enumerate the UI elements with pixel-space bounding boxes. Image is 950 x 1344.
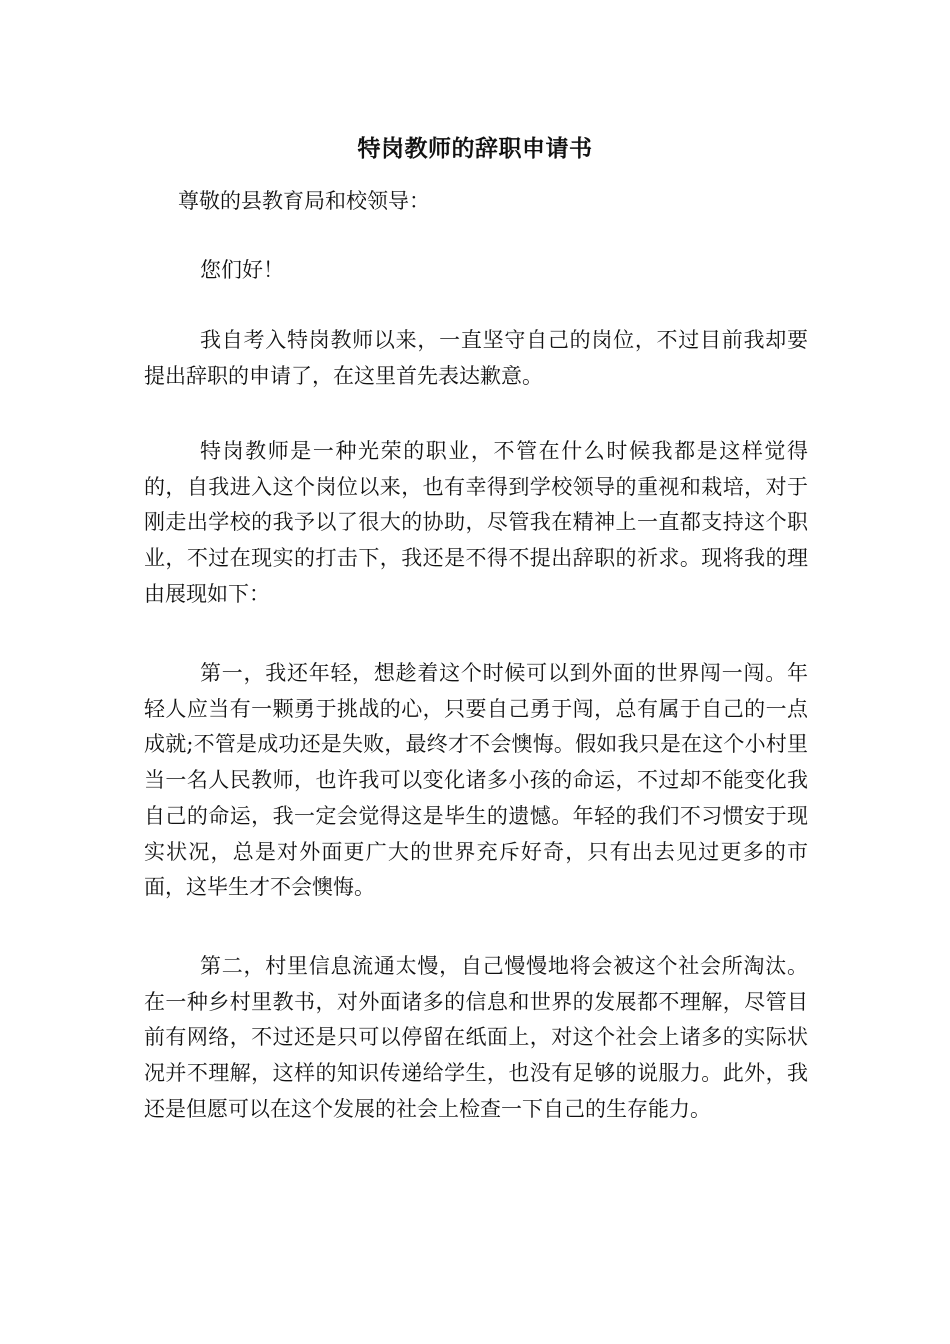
paragraph-background: 特岗教师是一种光荣的职业，不管在什么时候我都是这样觉得的，自我进入这个岗位以来，也有幸得到学校领导的重视和栽培，对于刚走出学校的我予以了很大的协助，尽管我在精神上一直都支持这个职业，不过在现实的打击下，我还是不得不提出辞职的祈求。现将我的理由展现如下：	[144, 439, 808, 606]
salutation: 尊敬的县教育局和校领导：	[178, 189, 430, 213]
paragraph-reason-one: 第一，我还年轻，想趁着这个时候可以到外面的世界闯一闯。年轻人应当有一颗勇于挑战的心，只要自己勇于闯，总有属于自己的一点成就;不管是成功还是失败，最终才不会懊悔。假如我只是在这个小村里当一名人民教师，也许我可以变化诸多小孩的命运，不过却不能变化我自己的命运，我一定会觉得这是毕生的遗憾。年轻的我们不习惯安于现实状况，总是对外面更广大的世界充斥好奇，只有出去见过更多的市面，这毕生才不会懊悔。	[144, 661, 808, 900]
paragraph-reason-two: 第二，村里信息流通太慢，自己慢慢地将会被这个社会所淘汰。在一种乡村里教书，对外面诸多的信息和世界的发展都不理解，尽管目前有网络，不过还是只可以停留在纸面上，对这个社会上诸多的实际状况并不理解，这样的知识传递给学生，也没有足够的说服力。此外，我还是但愿可以在这个发展的社会上检查一下自己的生存能力。	[144, 954, 808, 1121]
document-title: 特岗教师的辞职申请书	[357, 136, 593, 162]
paragraph-intro: 我自考入特岗教师以来，一直坚守自己的岗位，不过目前我却要提出辞职的申请了，在这里首先表达歉意。	[144, 328, 808, 388]
greeting: 您们好！	[200, 258, 284, 282]
